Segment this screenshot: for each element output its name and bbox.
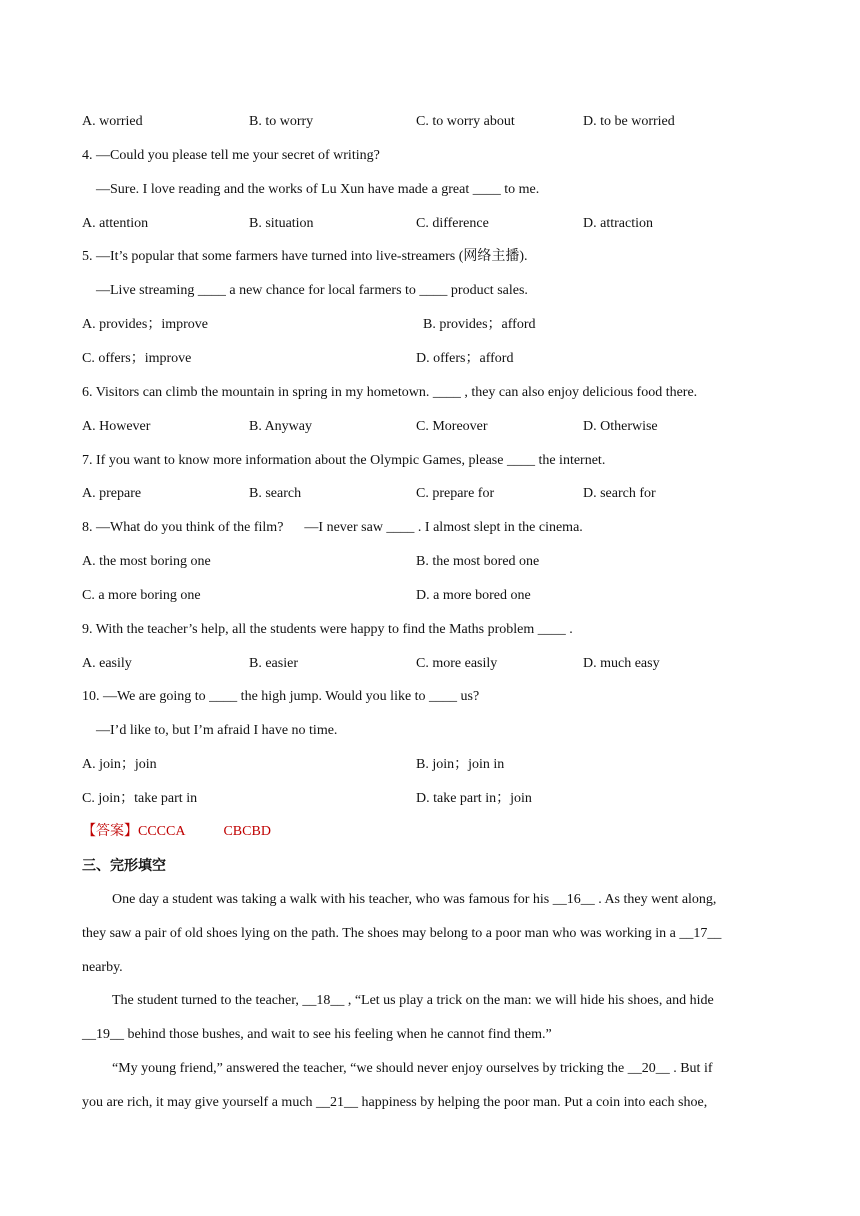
q4-option-c: C. difference	[416, 216, 489, 231]
q8-option-a: A. the most boring one	[82, 554, 211, 569]
q9-option-c: C. more easily	[416, 656, 498, 671]
answer-group-2: CBCBD	[223, 824, 271, 839]
q4-reply: —Sure. I love reading and the works of Lu Xun have made a great ____ to me.	[96, 182, 540, 197]
q10-options-row2	[82, 790, 782, 808]
q6-options	[82, 418, 782, 436]
passage-p1-line2: they saw a pair of old shoes lying on the path. The shoes may belong to a poor man who was working in a __17__	[82, 926, 722, 941]
q8-option-d: D. a more bored one	[416, 588, 531, 603]
q6-option-a: A. However	[82, 419, 151, 434]
q3-option-d: D. to be worried	[583, 114, 675, 129]
q4-options	[82, 215, 782, 233]
q10-option-d: D. take part in；join	[416, 791, 532, 806]
passage-p2-line2: __19__ behind those bushes, and wait to see his feeling when he cannot find them.”	[82, 1027, 552, 1042]
q8-stem: 8. —What do you think of the film? —I never saw ____ . I almost slept in the cinema.	[82, 520, 583, 535]
q5-stem: 5. —It’s popular that some farmers have turned into live-streamers (网络主播).	[82, 249, 528, 264]
q8-option-c: C. a more boring one	[82, 588, 201, 603]
q7-stem: 7. If you want to know more information about the Olympic Games, please ____ the internet.	[82, 453, 606, 468]
q9-option-d: D. much easy	[583, 656, 660, 671]
q3-option-b: B. to worry	[249, 114, 314, 129]
q10-reply: —I’d like to, but I’m afraid I have no time.	[96, 723, 338, 738]
answer-key	[82, 823, 271, 841]
q5-option-d: D. offers；afford	[416, 351, 514, 366]
q8-options-row1	[82, 553, 782, 571]
q6-stem: 6. Visitors can climb the mountain in spring in my hometown. ____ , they can also enjoy delicious food there.	[82, 385, 698, 400]
q4-stem: 4. —Could you please tell me your secret of writing?	[82, 148, 380, 163]
q8-option-b: B. the most bored one	[416, 554, 540, 569]
passage-p3-line1: “My young friend,” answered the teacher, “we should never enjoy ourselves by tricking the __20__ . But if	[112, 1061, 713, 1076]
q9-option-b: B. easier	[249, 656, 298, 671]
q5-option-a: A. provides；improve	[82, 317, 208, 332]
q10-option-c: C. join；take part in	[82, 791, 198, 806]
q5-reply: —Live streaming ____ a new chance for local farmers to ____ product sales.	[96, 283, 528, 298]
answer-label: 【答案】CCCCA	[82, 824, 186, 839]
q8-options-row2	[82, 587, 782, 605]
q7-options	[82, 485, 782, 503]
q9-stem: 9. With the teacher’s help, all the students were happy to find the Maths problem ____ .	[82, 622, 573, 637]
passage-p2-line1: The student turned to the teacher, __18__ , “Let us play a trick on the man: we will hide his shoes, and hide	[112, 993, 714, 1008]
q9-options	[82, 655, 782, 673]
passage-p1-line3: nearby.	[82, 960, 123, 975]
q10-stem: 10. —We are going to ____ the high jump. Would you like to ____ us?	[82, 689, 480, 704]
q6-option-d: D. Otherwise	[583, 419, 658, 434]
q7-option-c: C. prepare for	[416, 486, 495, 501]
q5-option-b: B. provides；afford	[423, 317, 536, 332]
q10-options-row1	[82, 756, 782, 774]
section-heading: 三、完形填空	[82, 858, 166, 874]
q4-option-d: D. attraction	[583, 216, 653, 231]
q10-option-b: B. join；join in	[416, 757, 505, 772]
q7-option-a: A. prepare	[82, 486, 142, 501]
q4-option-a: A. attention	[82, 216, 149, 231]
q9-option-a: A. easily	[82, 656, 132, 671]
q10-option-a: A. join；join	[82, 757, 157, 772]
q3-option-a: A. worried	[82, 114, 143, 129]
q4-option-b: B. situation	[249, 216, 314, 231]
q5-options-row2	[82, 350, 782, 368]
q6-option-b: B. Anyway	[249, 419, 312, 434]
q3-option-c: C. to worry about	[416, 114, 515, 129]
q3-options	[82, 113, 782, 131]
passage-p3-line2: you are rich, it may give yourself a much __21__ happiness by helping the poor man. Put a coin into each shoe,	[82, 1095, 708, 1110]
q7-option-b: B. search	[249, 486, 302, 501]
q6-option-c: C. Moreover	[416, 419, 488, 434]
q5-option-c: C. offers；improve	[82, 351, 192, 366]
passage-p1-line1: One day a student was taking a walk with his teacher, who was famous for his __16__ . As they went along,	[112, 892, 717, 907]
q7-option-d: D. search for	[583, 486, 656, 501]
q5-options-row1	[82, 316, 782, 334]
